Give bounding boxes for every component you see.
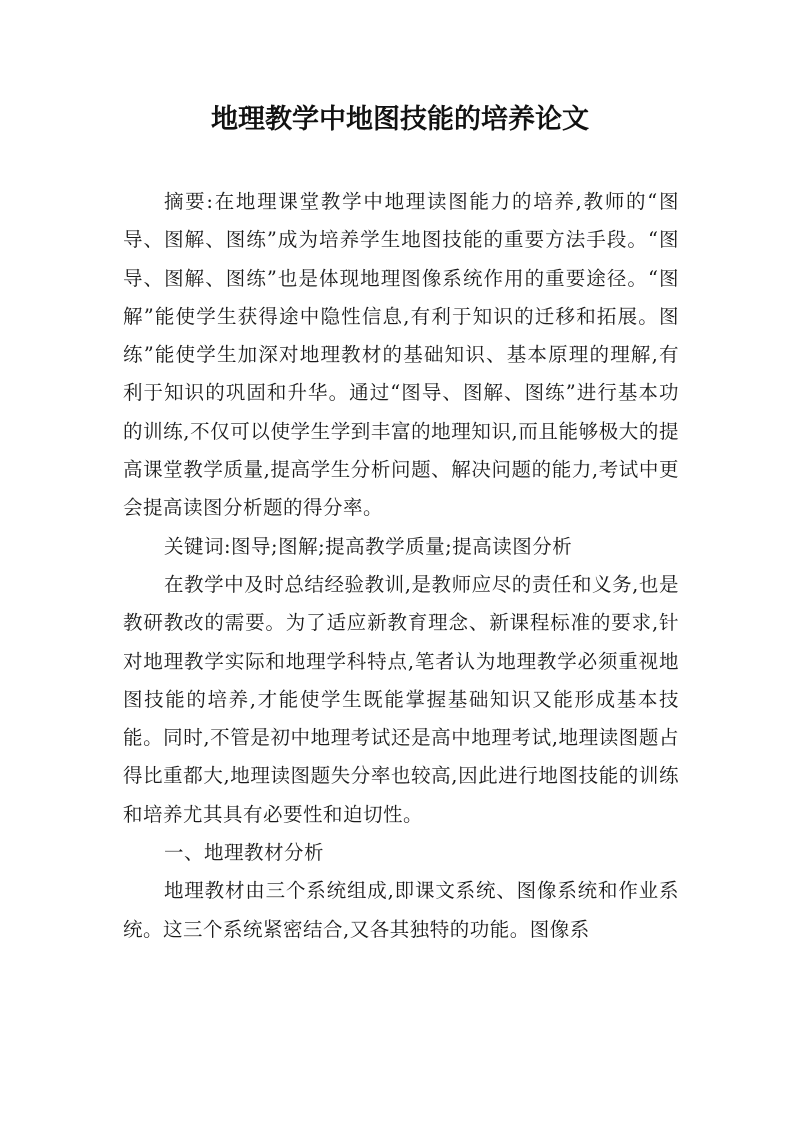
document-title: 地理教学中地图技能的培养论文 xyxy=(211,104,589,135)
section-paragraph: 地理教材由三个系统组成,即课文系统、图像系统和作业系统。这三个系统紧密结合,又各其独特的功能。图像系 xyxy=(123,879,679,941)
document-body xyxy=(123,183,679,949)
section-heading: 一、地理教材分析 xyxy=(163,841,324,865)
keywords-paragraph: 关键词:图导;图解;提高教学质量;提高读图分析 xyxy=(163,534,573,558)
intro-paragraph: 在教学中及时总结经验教训,是教师应尽的责任和义务,也是教研教改的需要。为了适应新教育理念、新课程标准的要求,针对地理教学实际和地理学科特点,笔者认为地理教学必须重视地图技能的培养,才能使学生既能掌握基础知识又能形成基本技能。同时,不管是初中地理考试还是高中地理考试,地理读图题占得比重都大,地理读图题失分率也较高,因此进行地图技能的训练和培养尤其具有必要性和迫切性。 xyxy=(123,572,679,826)
abstract-paragraph: 摘要:在地理课堂教学中地理读图能力的培养,教师的“图导、图解、图练”成为培养学生地图技能的重要方法手段。“图导、图解、图练”也是体现地理图像系统作用的重要途径。“图解”能使学生获得途中隐性信息,有利于知识的迁移和拓展。图练”能使学生加深对地理教材的基础知识、基本原理的理解,有利于知识的巩固和升华。通过“图导、图解、图练”进行基本功的训练,不仅可以使学生学到丰富的地理知识,而且能够极大的提高课堂教学质量,提高学生分析问题、解决问题的能力,考试中更会提高读图分析题的得分率。 xyxy=(123,190,679,520)
